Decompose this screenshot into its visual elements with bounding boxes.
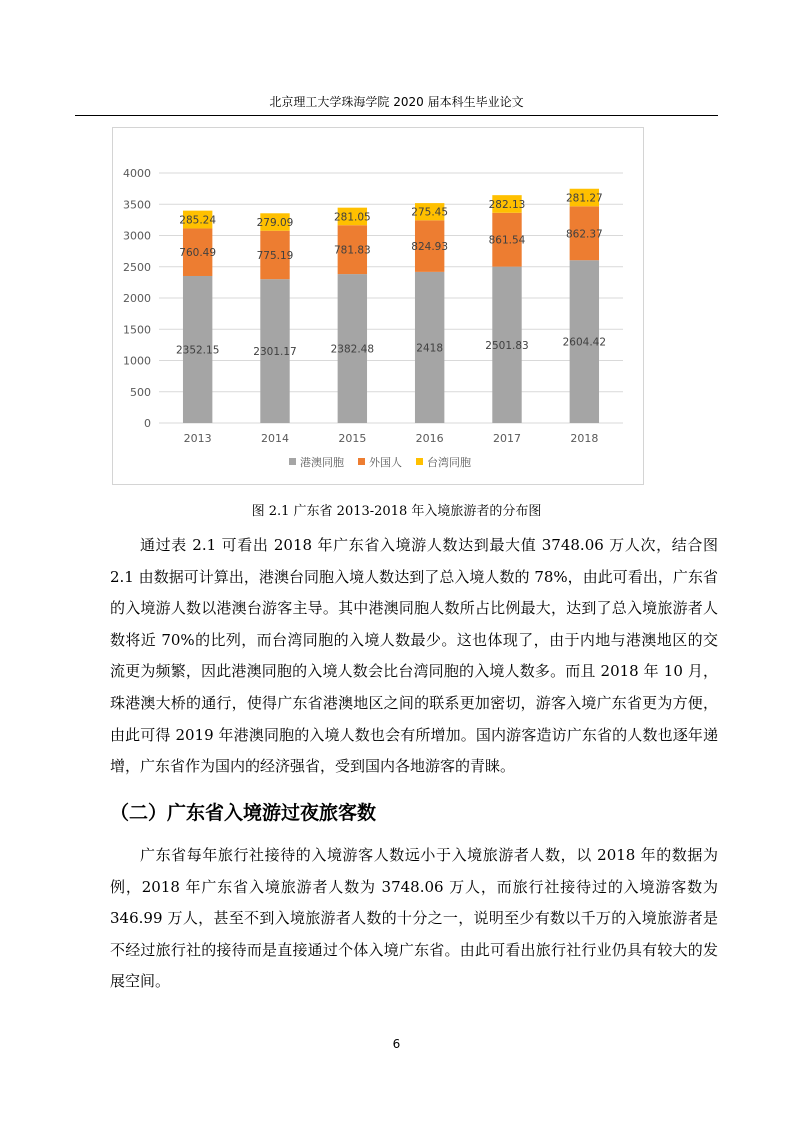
running-header: 北京理工大学珠海学院 2020 届本科生毕业论文 <box>269 95 524 109</box>
y-tick-label: 4000 <box>123 167 151 180</box>
paragraph-1: 通过表 2.1 可看出 2018 年广东省入境游人数达到最大值 3748.06 万人次，结合图 2.1 由数据可计算出，港澳台同胞入境人数达到了总入境人数的 78%，由此可看出，广东省的入境游人数以港澳台游客主导。其中港澳同胞人数所占比例最大，达到了总入境旅游者人数将近 70%的比列，而台湾同胞的入境人数最少。这也体现了，由于内地与港澳地区的交流更为频繁，因此港澳同胞的入境人数会比台湾同胞的入境人数多。而且 2018 年 10 月，珠港澳大桥的通行，使得广东省港澳地区之间的联系更加密切，游客入境广东省更为方便，由此可得 2019 年港澳同胞的入境人数也会有所增加。国内游客造访广东省的人数也逐年递增，广东省作为国内的经济强省，受到国内各地游客的青睐。 <box>110 536 718 776</box>
y-tick-label: 1000 <box>123 354 151 368</box>
section-heading: （二）广东省入境游过夜旅客数 <box>110 802 377 824</box>
data-label: 2382.48 <box>330 343 375 356</box>
data-label: 275.45 <box>411 206 449 219</box>
data-label: 2301.17 <box>253 346 297 359</box>
data-label: 2501.83 <box>485 339 529 352</box>
data-label: 760.49 <box>179 247 217 260</box>
y-tick-label: 2500 <box>123 260 151 274</box>
stacked-bar-chart <box>113 128 643 484</box>
data-label: 281.05 <box>333 211 371 224</box>
data-label: 279.09 <box>256 217 294 230</box>
x-tick-label: 2018 <box>570 432 599 445</box>
legend-swatch <box>289 458 296 465</box>
data-label: 862.37 <box>565 228 603 241</box>
legend-label: 台湾同胞 <box>427 456 471 469</box>
data-label: 281.27 <box>565 192 603 205</box>
paragraph-2: 广东省每年旅行社接待的入境游客人数远小于入境旅游者人数，以 2018 年的数据为例，2018 年广东省入境旅游者人数为 3748.06 万人，而旅行社接待过的入境游客数为 346.99 万人，甚至不到入境旅游者人数的十分之一，说明至少有数以千万的入境旅游者是不经过旅行社的接待而是直接通过个体入境广东省。由此可看出旅行社行业仍具有较大的发展空间。 <box>110 846 718 991</box>
x-tick-label: 2013 <box>183 432 212 445</box>
legend-label: 外国人 <box>369 456 402 469</box>
y-tick-label: 1500 <box>123 323 151 337</box>
data-label: 2418 <box>416 342 444 355</box>
legend-swatch <box>358 458 365 465</box>
data-label: 861.54 <box>488 234 526 247</box>
legend-swatch <box>416 458 423 465</box>
x-tick-label: 2015 <box>338 432 367 445</box>
legend-label: 港澳同胞 <box>300 456 344 469</box>
data-label: 2352.15 <box>175 344 220 357</box>
figure-caption: 图 2.1 广东省 2013-2018 年入境旅游者的分布图 <box>251 504 542 519</box>
header-rule <box>75 115 718 116</box>
data-label: 781.83 <box>333 244 371 257</box>
y-tick-label: 2000 <box>123 292 151 305</box>
page-number: 6 <box>392 1037 401 1051</box>
chart-frame <box>112 127 644 485</box>
y-tick-label: 0 <box>144 417 151 430</box>
y-tick-label: 500 <box>130 385 151 399</box>
x-tick-label: 2016 <box>415 432 444 445</box>
data-label: 285.24 <box>179 214 217 227</box>
data-label: 824.93 <box>411 241 449 254</box>
data-label: 2604.42 <box>562 336 607 349</box>
x-tick-label: 2014 <box>261 432 289 445</box>
data-label: 282.13 <box>488 198 526 211</box>
data-label: 775.19 <box>256 249 294 262</box>
y-tick-label: 3000 <box>123 229 151 243</box>
x-tick-label: 2017 <box>493 432 521 445</box>
y-tick-label: 3500 <box>123 198 151 212</box>
